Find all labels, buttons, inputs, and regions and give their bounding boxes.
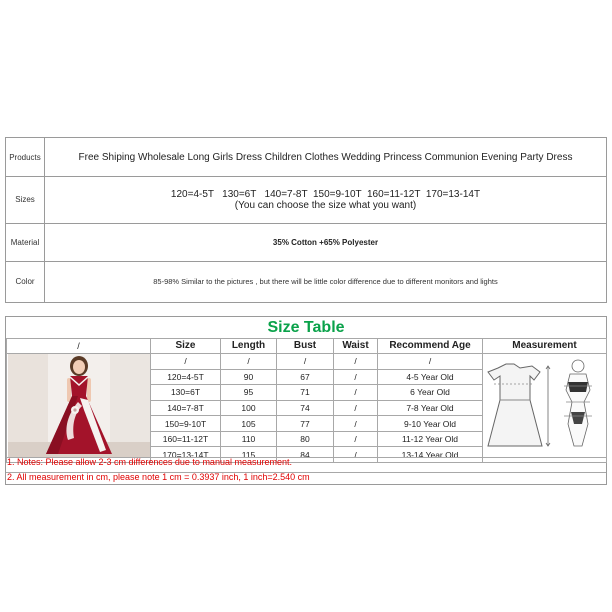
- size-header: Size: [151, 339, 221, 354]
- waist-cell: /: [334, 385, 378, 401]
- length-cell: 95: [221, 385, 277, 401]
- size-table-title: Size Table: [267, 319, 345, 336]
- material-row: [6, 223, 607, 261]
- length-cell: 90: [221, 369, 277, 385]
- products-row: [6, 138, 607, 177]
- age-cell: 9-10 Year Old: [378, 416, 483, 432]
- sizes-note: (You can choose the size what you want): [234, 199, 417, 211]
- size-table: [6, 338, 607, 463]
- placeholder-cell: /: [334, 354, 378, 370]
- size-cell: 140=7-8T: [151, 400, 221, 416]
- age-cell: 13-14 Year Old: [378, 447, 483, 463]
- placeholder-cell: /: [221, 354, 277, 370]
- material-value: 35% Cotton +65% Polyester: [45, 223, 607, 261]
- placeholder-cell: /: [277, 354, 334, 370]
- bust-cell: 84: [277, 447, 334, 463]
- bust-cell: 74: [277, 400, 334, 416]
- products-value: Free Shiping Wholesale Long Girls Dress Children Clothes Wedding Princess Communion Evening Party Dress: [45, 138, 607, 177]
- waist-cell: /: [334, 431, 378, 447]
- sizes-row: [6, 177, 607, 223]
- measurement-diagram-icon: [484, 354, 606, 458]
- measurement-header: Measurement: [483, 339, 607, 354]
- dress-photo: [7, 354, 151, 463]
- placeholder-cell: /: [151, 354, 221, 370]
- length-header: Length: [221, 339, 277, 354]
- sizes-value: 120=4-5T 130=6T 140=7-8T 150=9-10T 160=11-12T 170=13-14T: [170, 188, 481, 200]
- color-row: [6, 261, 607, 302]
- length-cell: 105: [221, 416, 277, 432]
- note-unit-conversion: 2. All measurement in cm, please note 1 cm = 0.3937 inch, 1 inch=2.540 cm: [7, 472, 310, 482]
- sizes-label: Sizes: [6, 177, 45, 223]
- size-cell: 170=13-14T: [151, 447, 221, 463]
- waist-cell: /: [334, 369, 378, 385]
- length-cell: 100: [221, 400, 277, 416]
- products-label: Products: [6, 138, 45, 177]
- measurement-diagram: [483, 354, 607, 463]
- waist-cell: /: [334, 400, 378, 416]
- recommend-age-header: Recommend Age: [378, 339, 483, 354]
- note-manual-measurement: 1. Notes: Please allow 2-3 cm differences due to manual measurement.: [7, 457, 292, 467]
- bust-cell: 71: [277, 385, 334, 401]
- color-value: 85-98% Similar to the pictures , but there will be little color difference due to different monitors and lights: [45, 261, 607, 302]
- size-cell: 120=4-5T: [151, 369, 221, 385]
- bust-header: Bust: [277, 339, 334, 354]
- length-cell: 115: [221, 447, 277, 463]
- size-cell: 160=11-12T: [151, 431, 221, 447]
- size-cell: 130=6T: [151, 385, 221, 401]
- bust-cell: 77: [277, 416, 334, 432]
- waist-cell: /: [334, 416, 378, 432]
- age-cell: 11-12 Year Old: [378, 431, 483, 447]
- bust-cell: 67: [277, 369, 334, 385]
- table-row: [7, 354, 607, 370]
- size-cell: 150=9-10T: [151, 416, 221, 432]
- waist-cell: /: [334, 447, 378, 463]
- size-table-block: [5, 316, 607, 485]
- image-column-header: /: [7, 339, 151, 354]
- age-cell: 4-5 Year Old: [378, 369, 483, 385]
- product-info-table: [5, 137, 607, 303]
- age-cell: 7-8 Year Old: [378, 400, 483, 416]
- color-label: Color: [6, 261, 45, 302]
- waist-header: Waist: [334, 339, 378, 354]
- length-cell: 110: [221, 431, 277, 447]
- size-table-header-row: [7, 339, 607, 354]
- bust-cell: 80: [277, 431, 334, 447]
- sizes-cell: [45, 177, 607, 223]
- material-label: Material: [6, 223, 45, 261]
- age-cell: 6 Year Old: [378, 385, 483, 401]
- placeholder-cell: /: [378, 354, 483, 370]
- girl-dress-image: [8, 354, 150, 458]
